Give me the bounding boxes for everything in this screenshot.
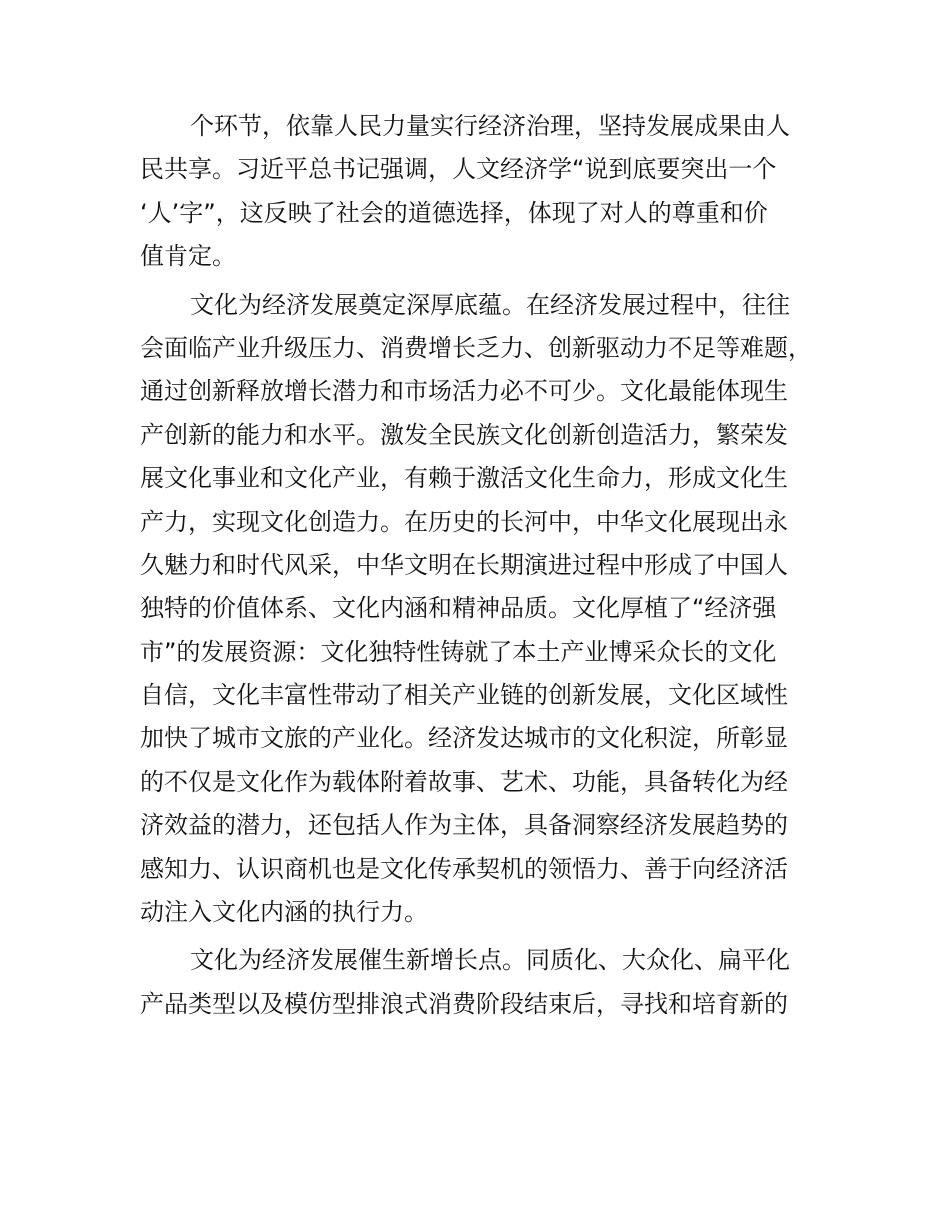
- text-line: 文化为经济发展催生新增长点。同质化、大众化、扁平化: [190, 946, 790, 975]
- text-line: 独特的价值体系、文化内涵和精神品质。文化厚植了“经济强: [140, 594, 777, 623]
- document-page: [140, 105, 840, 1031]
- text-line: 民共享。习近平总书记强调，人文经济学“说到底要突出一个: [140, 155, 777, 184]
- text-line: 产品类型以及模仿型排浪式消费阶段结束后，寻找和培育新的: [140, 989, 788, 1018]
- text-line: 产创新的能力和水平。激发全民族文化创新创造活力，繁荣发: [140, 420, 788, 449]
- paragraph-3: [140, 939, 840, 1026]
- text-line: 个环节，依靠人民力量实行经济治理，坚持发展成果由人: [190, 112, 790, 140]
- text-line: 动注入文化内涵的执行力。: [140, 898, 428, 927]
- text-line: 自信，文化丰富性带动了相关产业链的创新发展，文化区域性: [140, 681, 788, 710]
- paragraph-2: [140, 284, 840, 935]
- text-line: 产力，实现文化创造力。在历史的长河中，中华文化展现出永: [140, 507, 788, 536]
- text-line: 值肯定。: [140, 242, 236, 271]
- text-line: 久魅力和时代风采，中华文明在长期演进过程中形成了中国人: [140, 550, 788, 579]
- text-line: 济效益的潜力，还包括人作为主体，具备洞察经济发展趋势的: [140, 811, 788, 840]
- text-line: 会面临产业升级压力、消费增长乏力、创新驱动力不足等难题，: [140, 333, 812, 362]
- text-line: 通过创新释放增长潜力和市场活力必不可少。文化最能体现生: [140, 377, 788, 406]
- text-line: ‘人’字”，这反映了社会的道德选择，体现了对人的尊重和价: [140, 198, 768, 227]
- text-line: 加快了城市文旅的产业化。经济发达城市的文化积淀，所彰显: [140, 724, 788, 753]
- text-line: 的不仅是文化作为载体附着故事、艺术、功能，具备转化为经: [140, 767, 788, 796]
- paragraph-1: [140, 105, 840, 279]
- text-line: 感知力、认识商机也是文化传承契机的领悟力、善于向经济活: [140, 854, 788, 883]
- text-line: 文化为经济发展奠定深厚底蕴。在经济发展过程中，往往: [190, 290, 790, 319]
- text-line: 市”的发展资源：文化独特性铸就了本土产业博采众长的文化: [140, 637, 777, 666]
- text-line: 展文化事业和文化产业，有赖于激活文化生命力，形成文化生: [140, 464, 788, 493]
